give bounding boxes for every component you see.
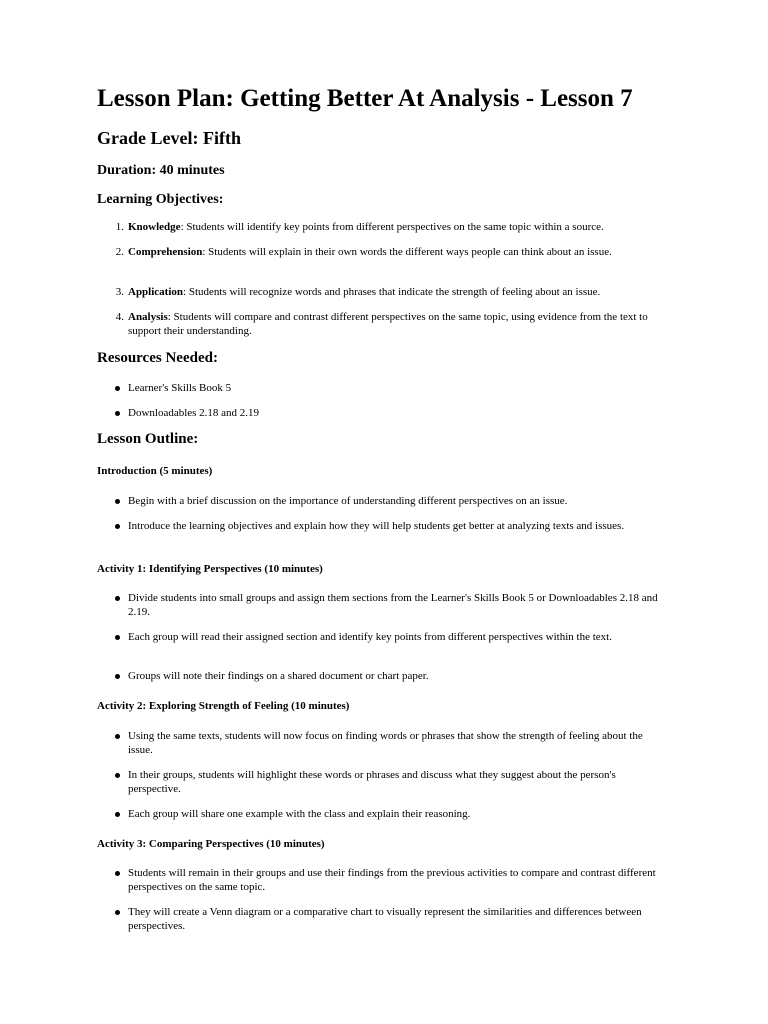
list-item-text: Begin with a brief discussion on the importance of understanding different perspectives on an issue.: [128, 495, 568, 507]
objective-text: : Students will recognize words and phrases that indicate the strength of feeling about an issue.: [183, 286, 601, 298]
list-item-text: Using the same texts, students will now focus on finding words or phrases that show the strength of feeling about the issue.: [128, 730, 643, 756]
objective-term: Knowledge: [128, 221, 181, 233]
list-number: 4.: [115, 311, 124, 323]
bullet-icon: [115, 499, 120, 504]
section-heading: Activity 3: Comparing Perspectives (10 minutes): [97, 838, 325, 850]
list-number: 1.: [115, 221, 124, 233]
list-item-text: Downloadables 2.18 and 2.19: [128, 407, 260, 419]
objective-text: : Students will identify key points from different perspectives on the same topic within a source.: [180, 221, 604, 233]
objective-term: Application: [128, 286, 184, 298]
duration-heading: Duration: 40 minutes: [97, 163, 225, 178]
section-heading: Activity 2: Exploring Strength of Feeling (10 minutes): [97, 700, 350, 712]
list-item-text: Divide students into small groups and assign them sections from the Learner's Skills Book 5 or Downloadables 2.18 and 2.19.: [128, 592, 658, 618]
list-item-text: Groups will note their findings on a shared document or chart paper.: [128, 670, 429, 682]
list-item-text: Introduce the learning objectives and explain how they will help students get better at analyzing texts and issues.: [128, 520, 625, 532]
section-heading: Introduction (5 minutes): [97, 465, 213, 477]
objective-text: : Students will explain in their own words the different ways people can think about an issue.: [202, 246, 612, 258]
bullet-icon: [115, 734, 120, 739]
objective-term: Analysis: [128, 311, 168, 323]
list-number: 3.: [115, 286, 124, 298]
objective-text: : Students will compare and contrast different perspectives on the same topic, using evidence from the text to support their understanding.: [128, 311, 648, 337]
bullet-icon: [115, 871, 120, 876]
list-item-text: Each group will share one example with the class and explain their reasoning.: [128, 808, 471, 820]
bullet-icon: [115, 910, 120, 915]
list-number: 2.: [115, 246, 124, 258]
bullet-icon: [115, 635, 120, 640]
bullet-icon: [115, 411, 120, 416]
list-item-text: In their groups, students will highlight these words or phrases and discuss what they suggest about the person's perspective.: [128, 769, 616, 795]
list-item-text: They will create a Venn diagram or a comparative chart to visually represent the similarities and differences between perspectives.: [128, 906, 642, 932]
bullet-icon: [115, 386, 120, 391]
bullet-icon: [115, 773, 120, 778]
bullet-icon: [115, 812, 120, 817]
objective-term: Comprehension: [128, 246, 203, 258]
bullet-icon: [115, 674, 120, 679]
resources-heading: Resources Needed:: [97, 350, 218, 366]
section-heading: Activity 1: Identifying Perspectives (10 minutes): [97, 563, 323, 575]
list-item-text: Students will remain in their groups and use their findings from the previous activities to compare and contrast different perspectives on the same topic.: [128, 867, 656, 893]
page-title: Lesson Plan: Getting Better At Analysis - Lesson 7: [97, 85, 633, 112]
list-item-text: Learner's Skills Book 5: [128, 382, 232, 394]
objectives-heading: Learning Objectives:: [97, 192, 224, 207]
outline-heading: Lesson Outline:: [97, 431, 199, 447]
bullet-icon: [115, 596, 120, 601]
list-item-text: Each group will read their assigned section and identify key points from different perspectives within the text.: [128, 631, 612, 643]
grade-level-heading: Grade Level: Fifth: [97, 128, 241, 148]
bullet-icon: [115, 524, 120, 529]
